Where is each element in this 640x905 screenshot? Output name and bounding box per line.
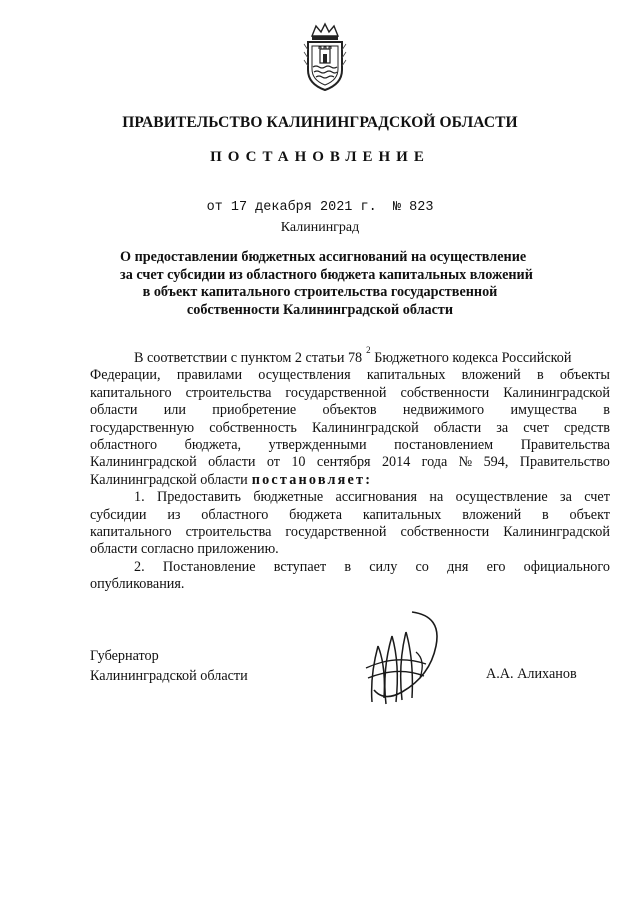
superscript: 2	[366, 345, 371, 355]
word: капитальных	[362, 506, 442, 523]
word: осуществления	[258, 367, 351, 384]
word: в	[603, 402, 610, 419]
document-city: Калининград	[280, 220, 360, 235]
title-line: в объект капитального строительства государственной	[142, 284, 498, 300]
paragraph-line	[90, 420, 610, 437]
document-body	[90, 345, 610, 594]
word: правилами	[176, 367, 243, 384]
word: области	[208, 454, 256, 471]
word: №	[458, 454, 473, 471]
word: в	[536, 367, 544, 384]
word: на	[429, 489, 444, 506]
word: утвержденными	[268, 437, 367, 454]
word: Калининградской	[503, 384, 610, 401]
paragraph-line	[90, 367, 610, 384]
word: строительства	[185, 524, 272, 541]
word: бюджетные	[253, 489, 324, 506]
word: собственности	[400, 384, 490, 401]
word: 2014	[381, 454, 411, 471]
paragraph-line	[90, 524, 610, 541]
word: Предоставить	[156, 489, 242, 506]
signer-position	[90, 646, 248, 686]
word: бюджета,	[184, 437, 242, 454]
resolves-word: постановляет:	[251, 471, 373, 488]
org-name: ПРАВИТЕЛЬСТВО КАЛИНИНГРАДСКОЙ ОБЛАСТИ	[122, 114, 518, 131]
word: за	[560, 489, 572, 506]
p3-text-end: опубликования.	[90, 576, 185, 593]
word: капитального	[90, 384, 172, 401]
coat-of-arms-icon	[300, 22, 350, 94]
paragraph-line	[90, 559, 610, 576]
paragraph-line	[90, 489, 610, 506]
signer-region: Калининградской области	[90, 668, 248, 684]
word: государственную	[90, 419, 195, 436]
word: 1.	[134, 489, 145, 506]
word: собственности	[400, 524, 490, 541]
word: года	[421, 454, 448, 471]
document-number: 823	[409, 200, 434, 215]
word: государственной	[285, 524, 387, 541]
title-line: О предоставлении бюджетных ассигнований на осуществление	[120, 249, 527, 265]
word: в	[344, 558, 352, 575]
word: вступает	[273, 558, 327, 575]
word: государственной	[285, 384, 387, 401]
word: недвижимого	[402, 402, 485, 419]
word: имущества	[510, 402, 577, 419]
word: Калининградской	[90, 454, 197, 471]
paragraph-line	[90, 472, 610, 489]
word: из	[167, 506, 181, 523]
word: в	[542, 506, 549, 523]
paragraph-line	[90, 507, 610, 524]
p1-text-post: Бюджетного кодекса Российской	[370, 350, 572, 366]
paragraph-line	[90, 385, 610, 402]
document-type: ПОСТАНОВЛЕНИЕ	[210, 149, 430, 165]
word: Калининградской	[311, 419, 419, 436]
word: официального	[523, 558, 610, 575]
word: за	[496, 419, 509, 436]
document-date: 17 декабря 2021 г.	[230, 200, 377, 215]
word: счет	[584, 489, 610, 506]
word: бюджета	[289, 506, 343, 523]
word: его	[486, 558, 506, 575]
word: вложений	[461, 367, 521, 384]
word: постановлением	[394, 437, 494, 454]
title-line: собственности Калининградской области	[186, 301, 454, 318]
word: области	[433, 419, 482, 436]
word: осуществление	[455, 489, 548, 506]
paragraph-line	[90, 541, 610, 558]
handwritten-signature-icon	[356, 606, 448, 710]
word: строительства	[185, 384, 272, 401]
word: 10	[291, 454, 306, 471]
word: объектов	[322, 402, 377, 419]
word: объект	[569, 506, 610, 523]
word: сентября	[316, 454, 371, 471]
word: счет	[523, 419, 549, 436]
title-line: за счет субсидии из областного бюджета капитальных вложений	[120, 266, 533, 283]
word: дня	[447, 558, 469, 575]
word: 594,	[483, 454, 509, 471]
signer-title: Губернатор	[90, 648, 159, 664]
word: Федерации,	[90, 367, 161, 384]
number-sign: №	[392, 200, 402, 215]
word: Правительства	[520, 437, 610, 454]
paragraph-line	[90, 402, 610, 419]
word: силу	[369, 558, 398, 575]
p1-text-end: Калининградской области	[90, 471, 248, 488]
word: области	[90, 402, 138, 419]
p1-text-pre: В соответствии с пунктом 2 статьи 78	[134, 350, 363, 366]
word: приобретение	[212, 402, 297, 419]
word: объекты	[559, 367, 610, 384]
word: капитального	[90, 524, 172, 541]
word: областного	[201, 506, 269, 523]
word: Постановление	[162, 558, 256, 575]
paragraph-line	[90, 576, 610, 593]
word: субсидии	[90, 506, 147, 523]
word: ассигнования	[335, 489, 418, 506]
word: Правительство	[519, 454, 610, 471]
word: Калининградской	[503, 524, 610, 541]
paragraph-line	[90, 454, 610, 471]
word: собственность	[209, 419, 297, 436]
date-prefix: от	[206, 200, 223, 215]
p2-text-end: области согласно приложению.	[90, 541, 279, 558]
word: 2.	[134, 558, 145, 575]
word: областного	[90, 437, 158, 454]
document-title	[120, 249, 533, 319]
word: капитальных	[366, 367, 446, 384]
signer-name: А.А. Алиханов	[486, 666, 577, 682]
word: от	[266, 454, 280, 471]
paragraph-line	[90, 345, 610, 367]
date-number-line	[0, 200, 640, 215]
word: или	[163, 402, 186, 419]
word: вложений	[462, 506, 522, 523]
word: средств	[564, 419, 610, 436]
word: со	[415, 558, 429, 575]
paragraph-line	[90, 437, 610, 454]
